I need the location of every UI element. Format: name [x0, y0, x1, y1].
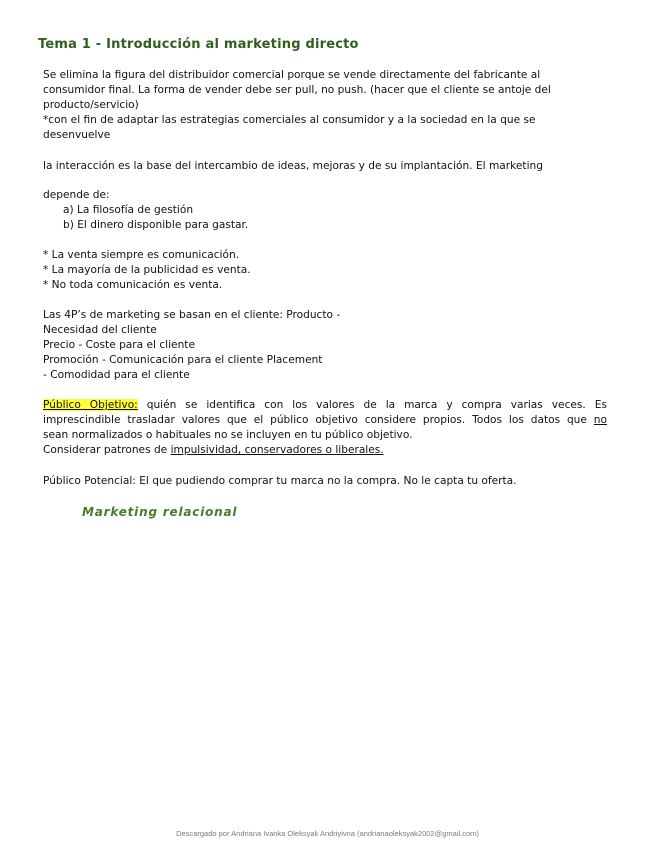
target-line	[43, 443, 607, 458]
list-item: a) La filosofía de gestión	[63, 204, 194, 216]
four-ps-line: Promoción - Comunicación para el cliente Placement	[43, 354, 323, 366]
download-footer: Descargado por Andriana Ivanka Oleksyak Andriyivna (andrianaoleksyak2002@gmail.com)	[176, 829, 479, 838]
interaction-line: la interacción es la base del intercambio de ideas, mejoras y de su implantación. El marketing	[43, 160, 543, 172]
intro-line: producto/servicio)	[43, 99, 139, 111]
intro-line: desenvuelve	[43, 129, 111, 141]
note-item: * No toda comunicación es venta.	[43, 279, 223, 291]
list-item: b) El dinero disponible para gastar.	[63, 219, 249, 231]
target-audience-paragraph	[43, 398, 607, 458]
four-ps-line: Precio - Coste para el cliente	[43, 339, 195, 351]
target-line: sean normalizados o habituales no se incluyen en tu público objetivo.	[43, 429, 413, 441]
target-emphasis: no	[593, 414, 607, 426]
target-text: imprescindible trasladar valores que el público objetivo considere propios. Todos los datos que	[43, 414, 587, 426]
depends-section	[43, 188, 607, 233]
target-line	[43, 413, 607, 428]
intro-line: *con el fin de adaptar las estrategias comerciales al consumidor y a la sociedad en la que se	[43, 114, 536, 126]
four-ps-line: Necesidad del cliente	[43, 324, 157, 336]
four-ps-paragraph	[43, 308, 607, 383]
intro-line: consumidor final. La forma de vender debe ser pull, no push. (hacer que el cliente se antoje del	[43, 84, 551, 96]
section-subheading: Marketing relacional	[82, 505, 238, 519]
note-item: * La mayoría de la publicidad es venta.	[43, 264, 251, 276]
interaction-paragraph	[43, 159, 607, 174]
page-title: Tema 1 - Introducción al marketing directo	[38, 37, 359, 52]
target-text: quién se identifica con los valores de la marca y compra varias veces. Es	[137, 399, 607, 411]
four-ps-line: Las 4P’s de marketing se basan en el cliente: Producto -	[43, 309, 341, 321]
intro-line: Se elimina la figura del distribuidor comercial porque se vende directamente del fabricante al	[43, 69, 541, 81]
intro-paragraph	[43, 68, 607, 143]
target-patterns: impulsividad, conservadores o liberales.	[170, 444, 384, 456]
depends-label: depende de:	[43, 189, 110, 201]
target-line	[43, 398, 607, 413]
potential-audience-paragraph	[43, 474, 607, 489]
target-text: Considerar patrones de	[43, 444, 171, 456]
notes-list	[43, 248, 607, 293]
potential-line: Público Potencial: El que pudiendo comprar tu marca no la compra. No le capta tu oferta.	[43, 475, 517, 487]
target-audience-label: Público Objetivo:	[43, 399, 138, 411]
four-ps-line: - Comodidad para el cliente	[43, 369, 190, 381]
note-item: * La venta siempre es comunicación.	[43, 249, 240, 261]
